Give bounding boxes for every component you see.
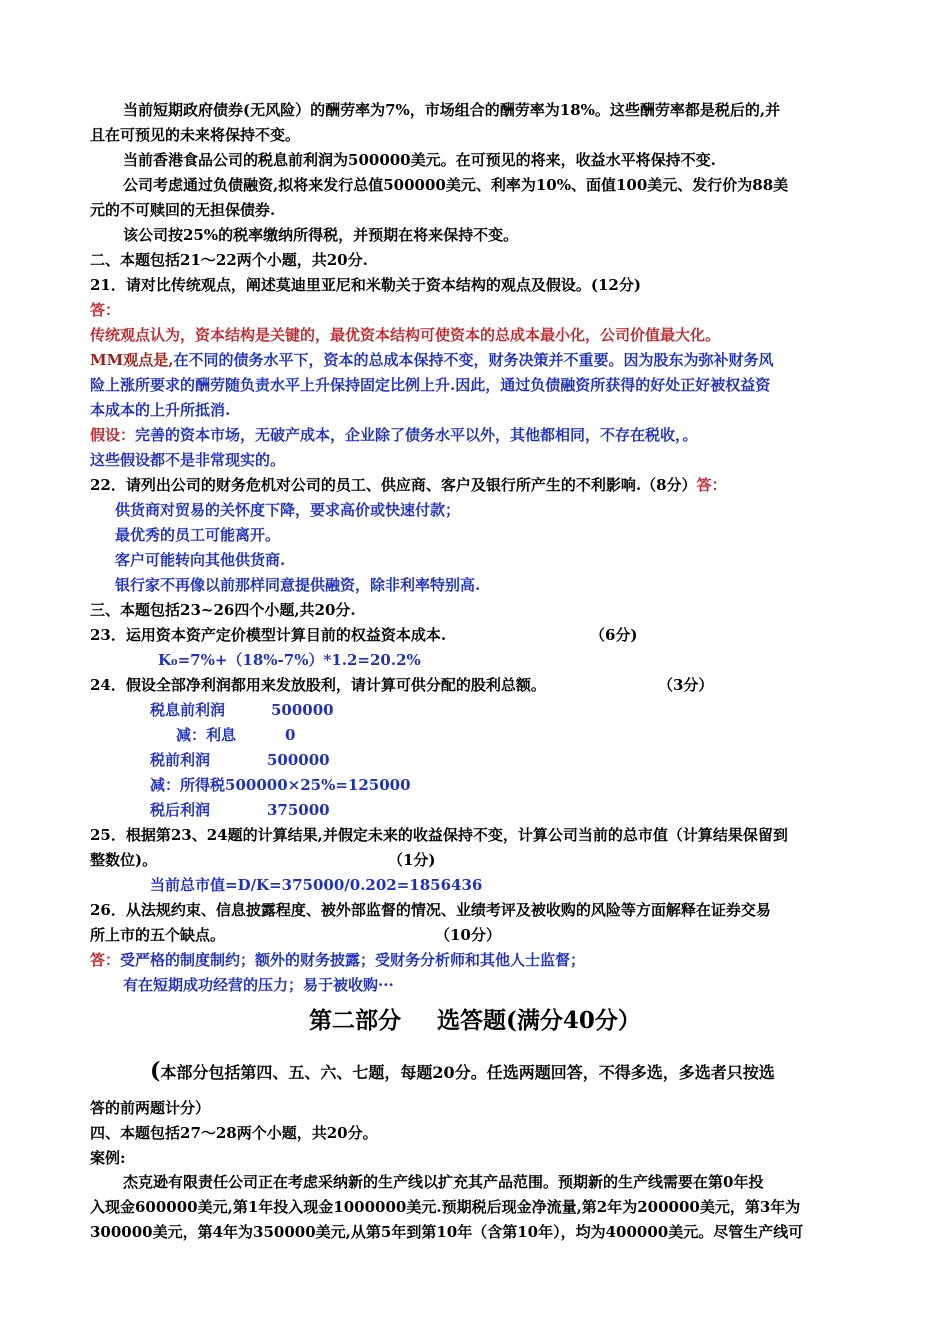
income-row-label: 减：利息 <box>176 726 237 744</box>
income-row-value: 375000 <box>267 801 330 819</box>
traditional-view-text: 传统观点认为，资本结构是关键的，最优资本结构可使资本的总成本最小化，公司价值最大化。 <box>90 326 721 344</box>
part-2-intro-cont: 答的前两题计分） <box>90 1099 211 1117</box>
question-23-points: （6分) <box>590 626 638 644</box>
part-2-heading <box>0 1006 950 1036</box>
income-row-value: 0 <box>285 726 296 744</box>
question-21: 21．请对比传统观点，阐述莫迪里亚尼和米勒关于资本结构的观点及假设。(12分) <box>90 276 641 294</box>
question-24 <box>90 675 860 695</box>
paragraph-risk-free-rate-cont: 且在可预见的未来将保持不变。 <box>90 126 301 144</box>
answer-21-mm-line3: 本成本的上升所抵消. <box>90 401 231 419</box>
section-2-title: 二、本题包括21～22两个小题，共20分. <box>90 251 368 269</box>
question-26-cont <box>90 925 860 945</box>
question-25-cont <box>90 850 860 870</box>
question-24-points: （3分） <box>658 676 714 694</box>
income-row-value: 500000 <box>271 701 334 719</box>
answer-label-22: 答： <box>696 476 727 494</box>
section-4-title: 四、本题包括27～28两个小题，共20分。 <box>90 1124 378 1142</box>
income-row-label: 税前利润 <box>150 751 211 769</box>
question-25-points: （1分) <box>388 851 436 869</box>
income-row-value: 500000 <box>267 751 330 769</box>
question-23 <box>90 625 860 645</box>
answer-22-item: 客户可能转向其他供货商. <box>115 551 286 569</box>
part-2-label: 第二部分 <box>309 1007 402 1034</box>
section-3-title: 三、本题包括23~26四个小题,共20分. <box>90 601 356 619</box>
income-row-label: 减：所得税 <box>150 776 226 794</box>
answer-22-item: 最优秀的员工可能离开。 <box>115 526 281 544</box>
answer-21-assumptions <box>90 425 860 445</box>
intro-text: 本部分包括第四、五、六、七题，每题20分。任选两题回答，不得多选，多选者只按选 <box>160 1063 775 1082</box>
paragraph-risk-free-rate: 当前短期政府债券(无风险）的酬劳率为7%，市场组合的酬劳率为18%。这些酬劳率都是税后的,并 <box>123 101 781 119</box>
income-row <box>150 800 860 820</box>
case-text-line1: 杰克逊有限责任公司正在考虑采纳新的生产线以扩充其产品范围。预期新的生产线需要在第0年投 <box>123 1173 764 1191</box>
answer-label-21: 答： <box>90 301 121 319</box>
answer-21-mm-line1 <box>90 350 860 370</box>
answer-26-line1 <box>90 950 860 970</box>
question-22-text: 22．请列出公司的财务危机对公司的员工、供应商、客户及银行所产生的不利影响.（8分） <box>90 476 697 494</box>
answer-21-mm-line2: 险上涨所要求的酬劳随负责水平上升保持固定比例上升.因此，通过负债融资所获得的好处正好被权益资 <box>90 376 771 394</box>
question-23-text: 23．运用资本资产定价模型计算目前的权益资本成本. <box>90 626 447 644</box>
paragraph-debt-financing-cont: 元的不可赎回的无担保债券. <box>90 201 276 219</box>
part-2-intro <box>150 1059 775 1085</box>
answer-21-note: 这些假设都不是非常现实的。 <box>90 451 286 469</box>
answer-22-item: 供货商对贸易的关怀度下降，要求高价或快速付款； <box>115 501 461 519</box>
answer-25-market-value: 当前总市值=D/K=375000/0.202=1856436 <box>150 876 483 894</box>
part-2-title: 选答题(满分40分） <box>437 1007 641 1034</box>
mm-view-label: MM观点是, <box>90 351 174 369</box>
answer-26-line2: 有在短期成功经营的压力；易于被收购··· <box>123 976 394 994</box>
question-26: 26．从法规约束、信息披露程度、被外部监督的情况、业绩考评及被收购的风险等方面解释在证券交易 <box>90 901 771 919</box>
question-25: 25．根据第23、24题的计算结果,并假定未来的收益保持不变，计算公司当前的总市值（计算结果保留到 <box>90 826 788 844</box>
case-text-line2: 入现金600000美元,第1年投入现金1000000美元.预期税后现金净流量,第2年为200000美元，第3年为 <box>90 1198 801 1216</box>
paragraph-ebit: 当前香港食品公司的税息前利润为500000美元。在可预见的将来，收益水平将保持不变. <box>123 151 716 169</box>
paragraph-tax-rate: 该公司按25%的税率缴纳所得税，并预期在将来保持不变。 <box>123 226 519 244</box>
assumptions-label: 假设： <box>90 426 136 444</box>
income-row-label: 税息前利润 <box>150 701 226 719</box>
answer-26-text-1: 受严格的制度制约；额外的财务披露；受财务分析师和其他人士监督； <box>120 951 586 969</box>
answer-23-formula: K₀=7%+（18%-7%）*1.2=20.2% <box>158 651 421 669</box>
case-text-line3: 300000美元，第4年为350000美元,从第5年到第10年（含第10年），均为400000美元。尽管生产线可 <box>90 1223 804 1241</box>
question-25-text-cont: 整数位)。 <box>90 851 158 869</box>
income-row-label: 税后利润 <box>150 801 211 819</box>
income-row <box>150 750 860 770</box>
case-label: 案例: <box>90 1149 126 1167</box>
question-22 <box>90 475 860 495</box>
answer-label-26: 答： <box>90 951 121 969</box>
question-24-text: 24．假设全部净利润都用来发放股利，请计算可供分配的股利总额。 <box>90 676 546 694</box>
paragraph-debt-financing: 公司考虑通过负债融资,拟将来发行总值500000美元、利率为10%、面值100美元、发行价为88美 <box>123 176 789 194</box>
question-26-points: （10分） <box>435 926 501 944</box>
income-row <box>150 775 860 795</box>
answer-22-item: 银行家不再像以前那样同意提供融资，除非利率特别高. <box>115 576 481 594</box>
answer-21-traditional <box>90 325 860 345</box>
income-row <box>150 700 860 720</box>
income-row-value: 500000×25%=125000 <box>225 776 411 794</box>
intro-paren: ( <box>150 1058 161 1084</box>
question-26-text-cont: 所上市的五个缺点。 <box>90 926 226 944</box>
assumptions-text: 完善的资本市场，无破产成本，企业除了债务水平以外，其他都相同，不存在税收，。 <box>135 426 698 444</box>
mm-view-text-1: 在不同的债务水平下，资本的总成本保持不变，财务决策并不重要。因为股东为弥补财务风 <box>173 351 774 369</box>
income-row <box>176 725 860 745</box>
